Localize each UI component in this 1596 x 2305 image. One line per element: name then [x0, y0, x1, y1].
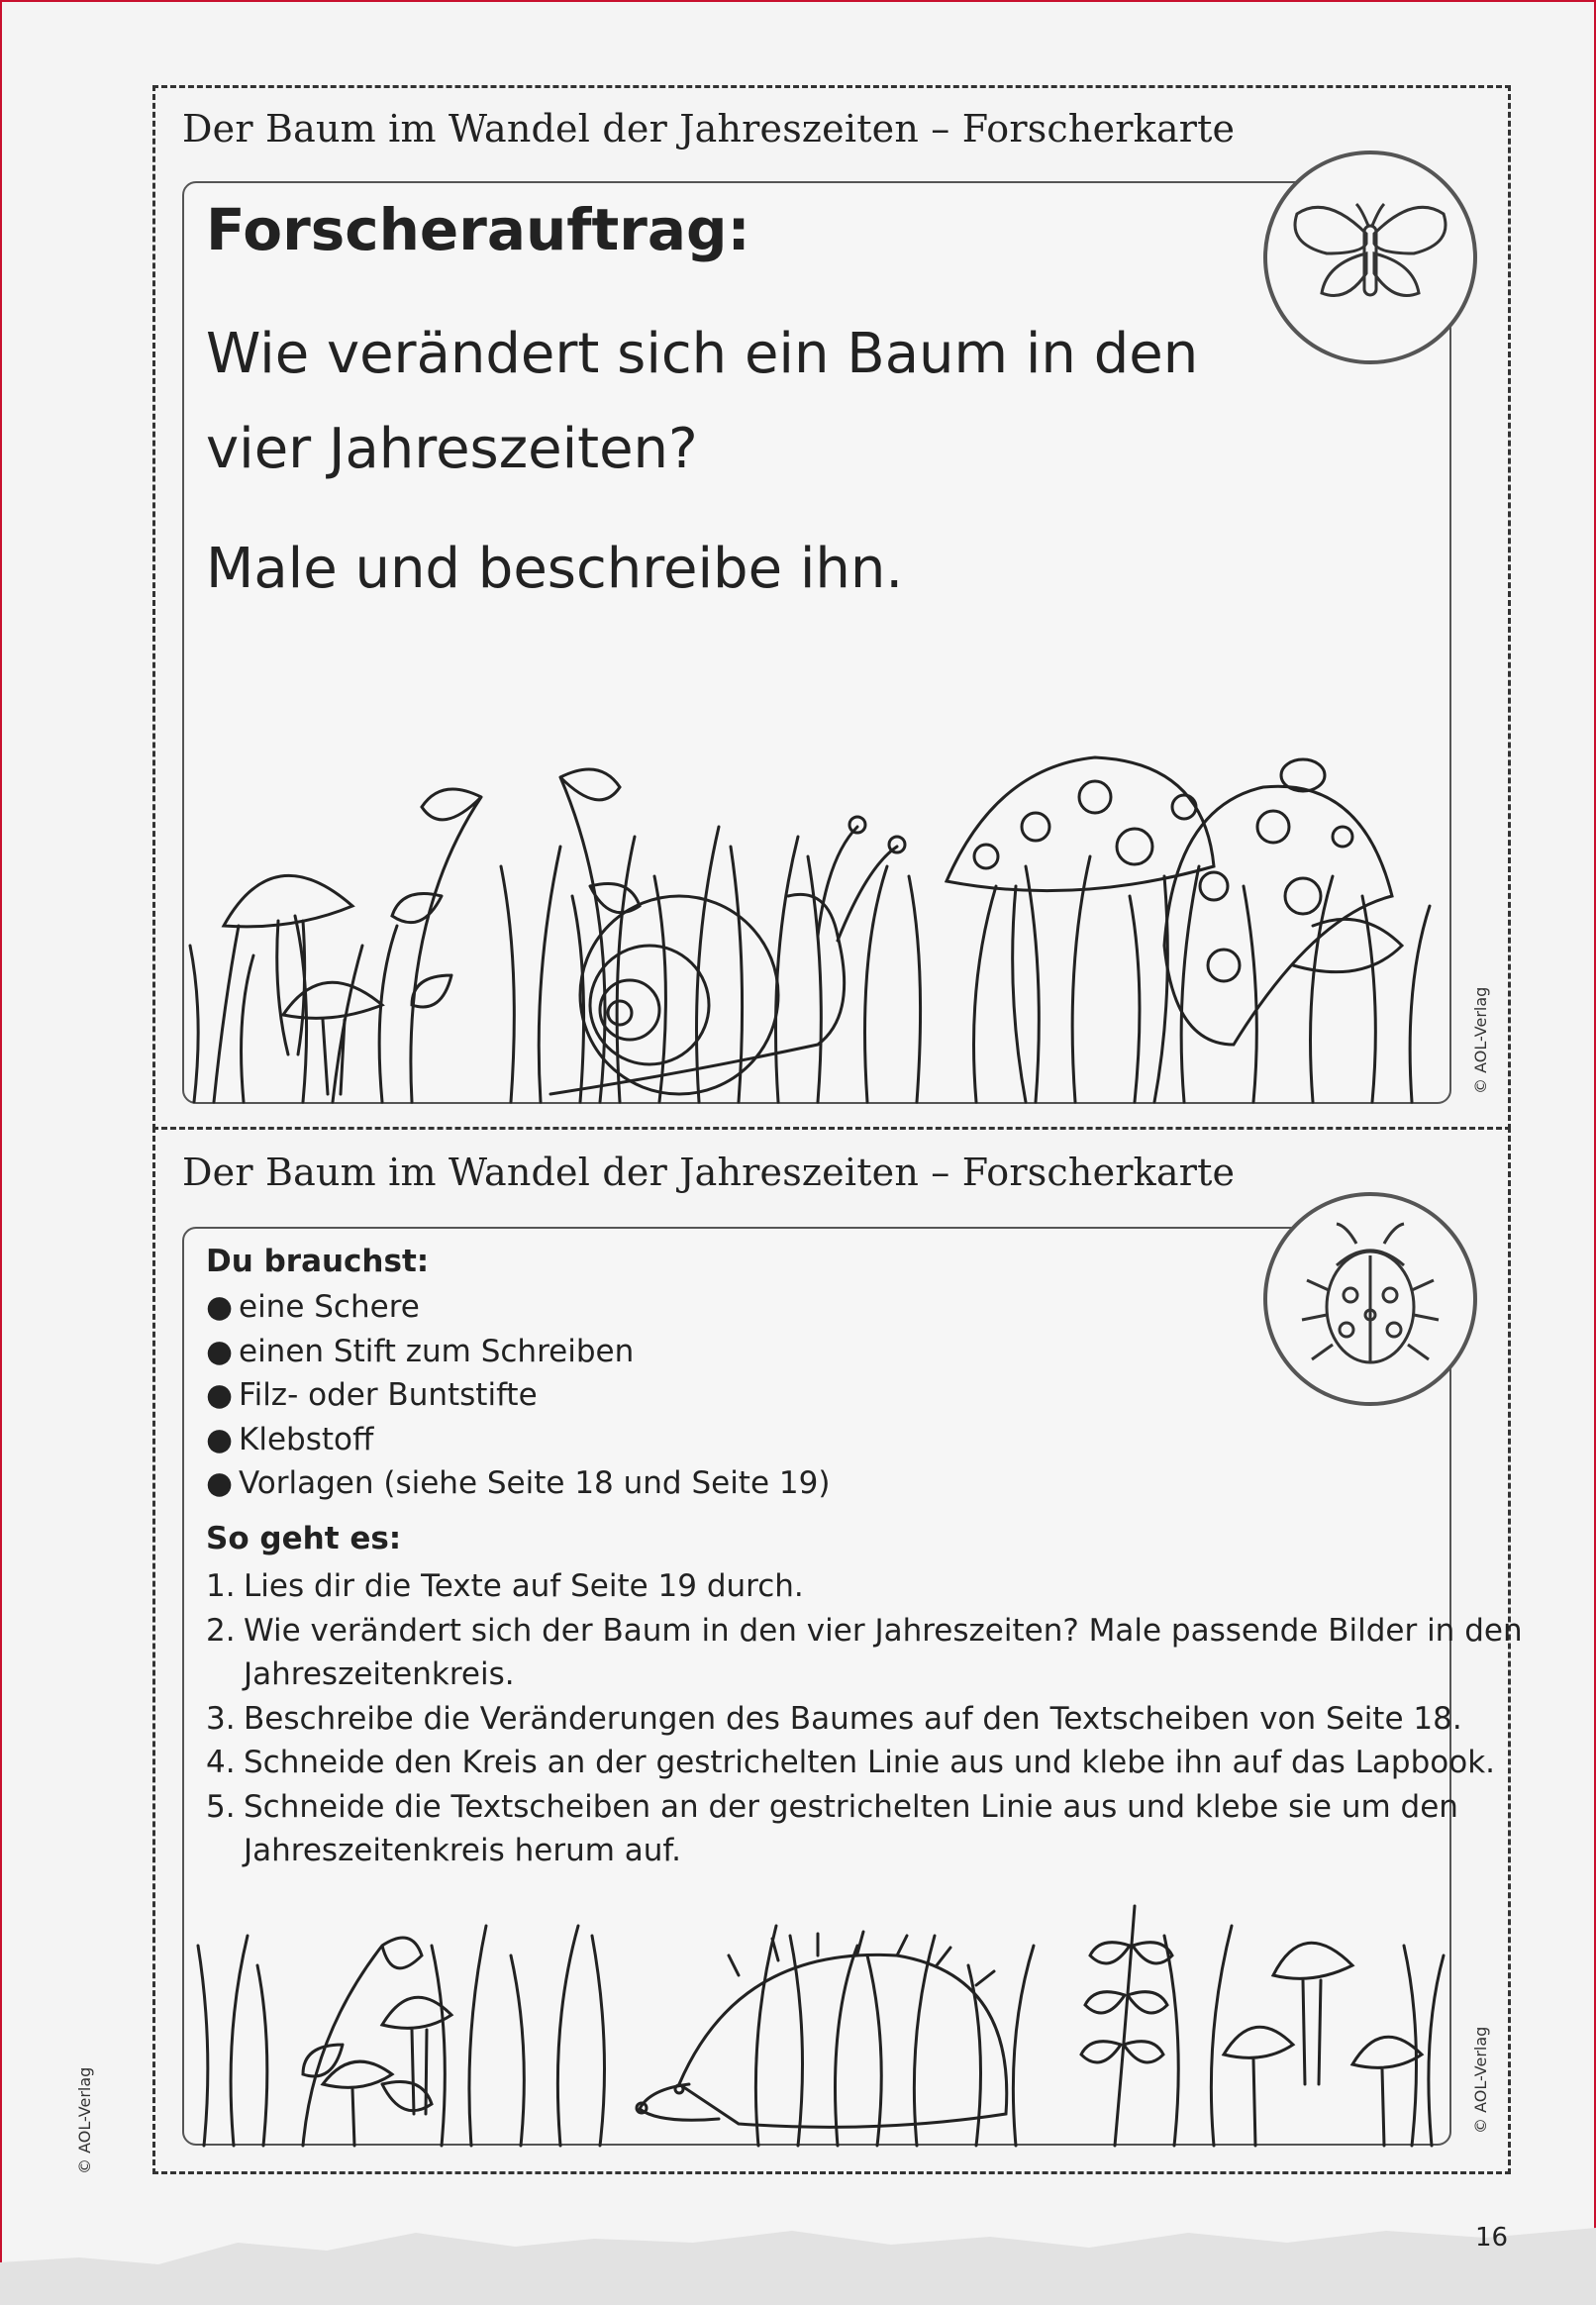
mushroom-small-icon — [283, 982, 382, 1094]
list-item: 2. Wie verändert sich der Baum in den vier Jahreszeiten? Male passende Bilder in den Jahreszeitenkreis. — [206, 1612, 1523, 1692]
list-item: 3. Beschreibe die Veränderungen des Baumes auf den Textscheiben von Seite 18. — [206, 1700, 1462, 1737]
list-item: ● Klebstoff — [206, 1418, 830, 1462]
list-item: ● eine Schere — [206, 1285, 830, 1330]
badge-ladybug — [1263, 1192, 1477, 1406]
bullet-icon: ● — [206, 1377, 234, 1413]
torn-paper-edge — [0, 2203, 1596, 2305]
research-card-task — [182, 181, 1490, 1104]
list-item: ● Vorlagen (siehe Seite 18 und Seite 19) — [206, 1461, 830, 1506]
bullet-icon: ● — [206, 1289, 234, 1325]
meadow-illustration — [184, 718, 1449, 1102]
list-item: ● Filz- oder Buntstifte — [206, 1373, 830, 1418]
butterfly-icon — [1267, 154, 1473, 360]
leaf-plant-icon — [392, 769, 640, 1102]
card-header-bottom: Der Baum im Wandel der Jahreszeiten – Forscherkarte — [182, 1151, 1236, 1194]
ladybug-icon — [1267, 1196, 1473, 1402]
bullet-icon: ● — [206, 1421, 234, 1457]
list-item: 4. Schneide den Kreis an der gestrichelten Linie aus und klebe ihn auf das Lapbook. — [206, 1745, 1496, 1780]
task-instruction: Male und beschreibe ihn. — [206, 537, 904, 601]
copyright-side-bottom: © AOL-Verlag — [1471, 2026, 1490, 2134]
card-title: Forscherauftrag: — [206, 196, 750, 263]
mushroom-small-icon — [1273, 1943, 1352, 2084]
steps-list — [206, 1564, 1523, 1873]
badge-butterfly — [1263, 150, 1477, 364]
list-item: 1. Lies dir die Texte auf Seite 19 durch. — [206, 1568, 804, 1604]
mushroom-icon — [947, 757, 1214, 1102]
copyright-side-top: © AOL-Verlag — [1471, 986, 1490, 1094]
bullet-icon: ● — [206, 1465, 234, 1501]
card-header-top: Der Baum im Wandel der Jahreszeiten – Forscherkarte — [182, 107, 1236, 150]
needs-list — [206, 1285, 830, 1506]
fern-icon — [1081, 1906, 1172, 2146]
steps-heading: So geht es: — [206, 1521, 402, 1556]
page-number: 16 — [1475, 2223, 1509, 2253]
hedgehog-icon — [637, 1932, 1007, 2127]
copyright-page: © AOL-Verlag — [75, 2066, 94, 2174]
question-line-2: vier Jahreszeiten? — [206, 417, 698, 481]
needs-heading: Du brauchst: — [206, 1244, 430, 1279]
grass-icon — [190, 827, 1430, 1102]
ladybug-small-icon — [1281, 759, 1325, 791]
meadow-illustration — [184, 1886, 1449, 2146]
question-line-1: Wie verändert sich ein Baum in den — [206, 322, 1199, 386]
grass-icon — [198, 1926, 1444, 2146]
mushroom-small-icon — [1352, 2037, 1422, 2146]
list-item: 5. Schneide die Textscheiben an der gestrichelten Linie aus und klebe sie um den Jahreszeitenkreis herum auf. — [206, 1788, 1458, 1868]
list-item: ● einen Stift zum Schreiben — [206, 1330, 830, 1374]
mushroom-small-icon — [323, 2061, 392, 2146]
bullet-icon: ● — [206, 1333, 234, 1369]
mushroom-small-icon — [1224, 2027, 1293, 2146]
